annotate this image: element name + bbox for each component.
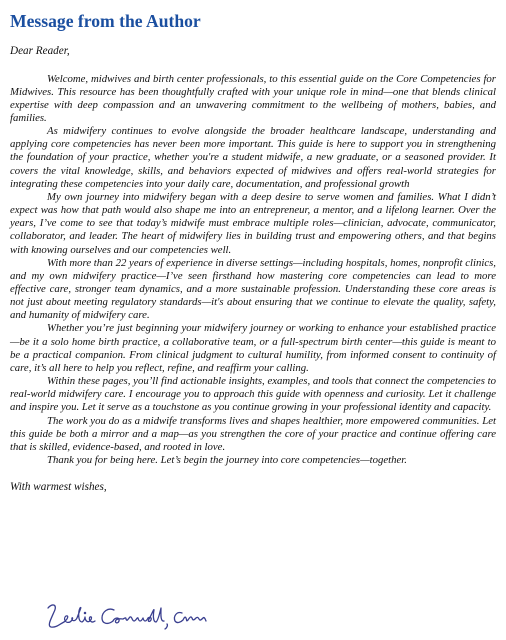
paragraph-transforms-lives: The work you do as a midwife transforms lives and shapes healthier, more empowered communities. Let this guide be both a mirror and a map—as you strengthen the core of your practice and continue offering care that is skilled, evidence-based, and rooted in love. [10,414,496,453]
salutation: Dear Reader, [10,45,70,57]
paragraph-practical-companion: Whether you’re just beginning your midwifery journey or working to enhance your established practice—be it a solo home birth practice, a collaborative team, or a full-spectrum birth center—this guide is meant to be a practical companion. From clinical judgment to cultural humility, from informed consent to continuity of care, it’s all here to help you reflect, refine, and reaffirm your calling. [10,322,496,374]
letter-body [10,73,496,468]
paragraph-thank-you: Thank you for being here. Let’s begin the journey into core competencies—together. [47,454,407,467]
page-title: Message from the Author [10,11,201,31]
paragraph-within-pages: Within these pages, you’ll find actionable insights, examples, and tools that connect the competencies to real-world midwifery care. I encourage you to approach this guide with openness and curiosity. Let it challenge and inspire you. Let it serve as a touchstone as you continue growing in your professional identity and capacity. [10,375,496,414]
handwritten-signature [42,600,212,634]
paragraph-welcome: Welcome, midwives and birth center professionals, to this essential guide on the Core Competencies for Midwives. This resource has been thoughtfully crafted with your unique role in mind—one that blends clinical expertise with deep compassion and an unwavering commitment to the wellbeing of mothers, babies, and families. [10,72,496,124]
paragraph-evolving-landscape: As midwifery continues to evolve alongside the broader healthcare landscape, understanding and applying core competencies has never been more important. This guide is here to support you in strengthening the foundation of your practice, whether you're a student midwife, a new graduate, or a seasoned provider. It covers the vital knowledge, skills, and behaviors expected of midwives and offers real-world strategies for integrating these competencies into your daily care, documentation, and professional growth [10,125,496,190]
paragraph-journey: My own journey into midwifery began with a deep desire to serve women and families. What I didn’t expect was how that path would also shape me into an entrepreneur, a mentor, and a lifelong learner. Over the years, I’ve come to see that today’s midwife must embrace multiple roles—clinician, advocate, communicator, collaborator, and leader. The heart of midwifery lies in building trust and empowering others, and that begins with knowing ourselves and our competencies well. [10,190,496,256]
paragraph-experience: With more than 22 years of experience in diverse settings—including hospitals, homes, nonprofit clinics, and my own midwifery practice—I’ve seen firsthand how mastering core competencies can lead to more effective care, stronger team dynamics, and a more sustainable profession. Understanding these core areas is not just about meeting regulatory standards—it's about ensuring that we continue to elevate the quality, safety, and humanity of midwifery care. [10,256,496,322]
closing: With warmest wishes, [10,481,107,494]
